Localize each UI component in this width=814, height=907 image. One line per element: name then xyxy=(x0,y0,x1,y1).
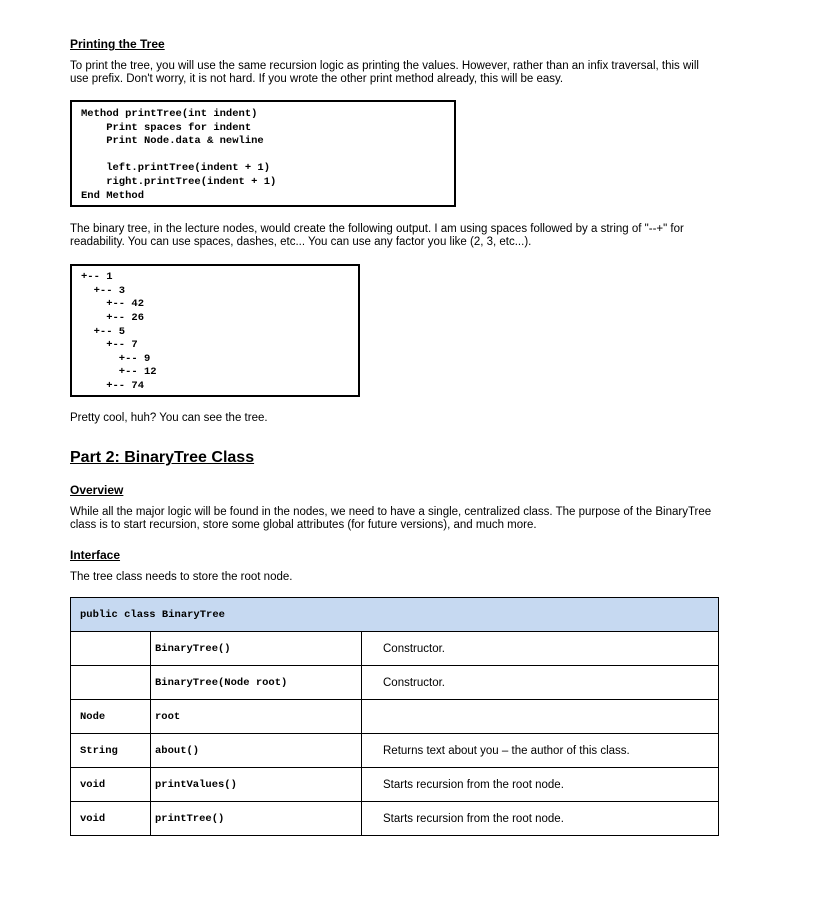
tree-line: +-- 12 xyxy=(81,366,157,378)
output-line-1: The binary tree, in the lecture nodes, would create the following output. I am using spaces followed by a string of "--+" for xyxy=(70,223,684,235)
tree-line: +-- 1 xyxy=(81,271,113,283)
overview-paragraph xyxy=(70,506,770,532)
row-desc: Constructor. xyxy=(362,632,719,666)
part2-title: Part 2: BinaryTree Class xyxy=(70,449,255,466)
row-member: BinaryTree(Node root) xyxy=(151,666,362,700)
row-desc: Constructor. xyxy=(362,666,719,700)
table-header-row xyxy=(71,598,719,632)
row-member: about() xyxy=(151,734,362,768)
intro-line-1: To print the tree, you will use the same recursion logic as printing the values. However, rather than an infix traversal, this will xyxy=(70,60,699,72)
tree-line: +-- 26 xyxy=(81,312,145,324)
table-row xyxy=(71,700,719,734)
code-line: Print spaces for indent xyxy=(81,122,252,134)
intro-paragraph xyxy=(70,60,750,86)
tree-line: +-- 42 xyxy=(81,298,145,310)
table-row xyxy=(71,632,719,666)
interface-heading: Interface xyxy=(70,548,121,562)
output-paragraph xyxy=(70,223,770,249)
table-header: public class BinaryTree xyxy=(71,598,719,632)
row-member: BinaryTree() xyxy=(151,632,362,666)
pseudocode-box xyxy=(70,100,456,207)
code-line: End Method xyxy=(81,190,145,202)
table-row xyxy=(71,666,719,700)
row-member: printValues() xyxy=(151,768,362,802)
row-type: String xyxy=(71,734,151,768)
code-line: left.printTree(indent + 1) xyxy=(81,162,271,174)
row-type: void xyxy=(71,768,151,802)
row-desc xyxy=(362,700,719,734)
row-type xyxy=(71,632,151,666)
row-type xyxy=(71,666,151,700)
row-type: Node xyxy=(71,700,151,734)
tree-line: +-- 5 xyxy=(81,326,126,338)
overview-line-1: While all the major logic will be found in the nodes, we need to have a single, centralized class. The purpose of the BinaryTree xyxy=(70,506,712,518)
tree-line: +-- 9 xyxy=(81,353,151,365)
row-member: root xyxy=(151,700,362,734)
overview-line-2: class is to start recursion, store some global attributes (for future versions), and much more. xyxy=(70,519,537,531)
closing-text: Pretty cool, huh? You can see the tree. xyxy=(70,412,268,424)
section-title-printing-tree: Printing the Tree xyxy=(70,37,165,51)
table-row xyxy=(71,802,719,836)
intro-line-2: use prefix. Don't worry, it is not hard. If you wrote the other print method already, this will be easy. xyxy=(70,73,564,85)
row-member: printTree() xyxy=(151,802,362,836)
interface-text: The tree class needs to store the root node. xyxy=(70,571,293,583)
overview-heading: Overview xyxy=(70,483,124,497)
interface-table xyxy=(70,597,719,836)
code-line: right.printTree(indent + 1) xyxy=(81,176,277,188)
tree-line: +-- 3 xyxy=(81,285,126,297)
tree-line: +-- 7 xyxy=(81,339,138,351)
row-desc: Returns text about you – the author of this class. xyxy=(362,734,719,768)
code-line: Print Node.data & newline xyxy=(81,135,264,147)
output-line-2: readability. You can use spaces, dashes, etc... You can use any factor you like (2, 3, etc...). xyxy=(70,236,532,248)
row-desc: Starts recursion from the root node. xyxy=(362,802,719,836)
code-line: Method printTree(int indent) xyxy=(81,108,258,120)
tree-line: +-- 74 xyxy=(81,380,145,392)
table-row xyxy=(71,734,719,768)
tree-output-box xyxy=(70,264,360,397)
table-row xyxy=(71,768,719,802)
row-type: void xyxy=(71,802,151,836)
row-desc: Starts recursion from the root node. xyxy=(362,768,719,802)
